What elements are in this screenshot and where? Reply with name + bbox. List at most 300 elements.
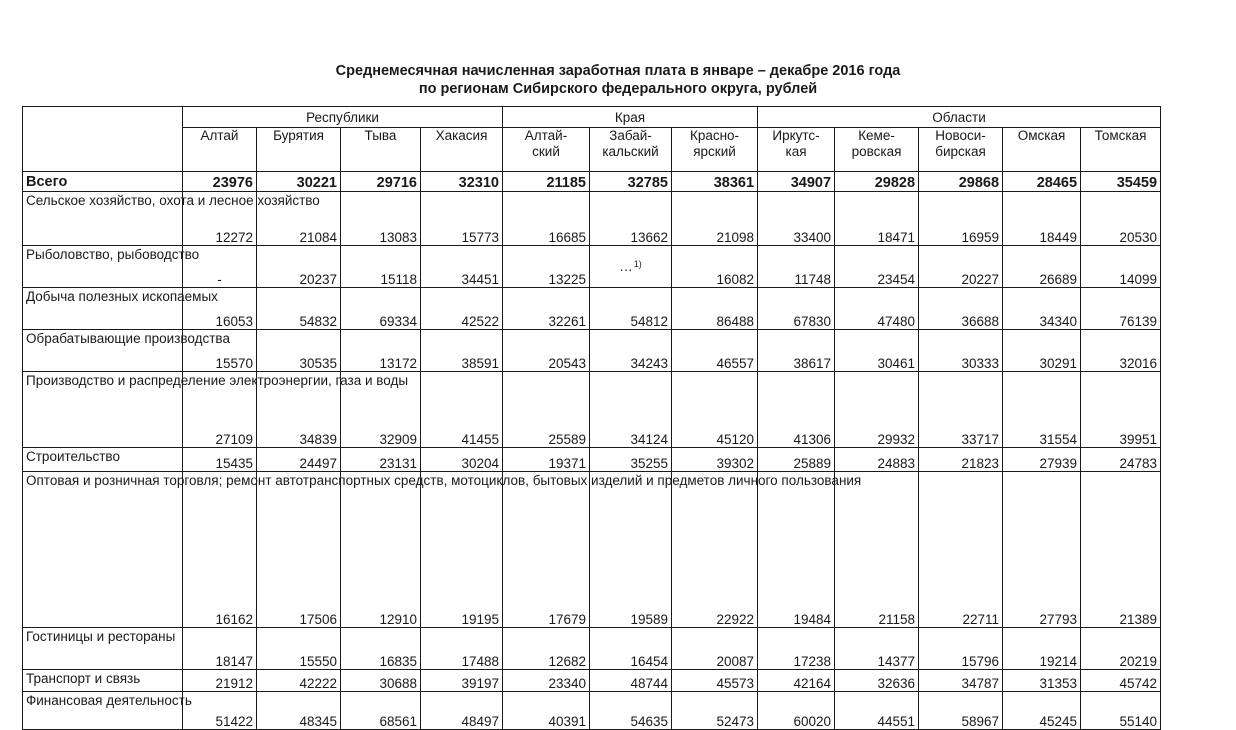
region-header-line: ровская xyxy=(851,144,902,159)
cell-value: 35459 xyxy=(1116,175,1158,191)
cell-value: 41455 xyxy=(461,432,499,447)
value-cell xyxy=(1003,448,1081,472)
value-cell xyxy=(1003,692,1081,730)
value-cell xyxy=(421,372,503,448)
cell-value: 32909 xyxy=(379,432,417,447)
cell-value: 31353 xyxy=(1039,676,1078,691)
value-cell xyxy=(758,172,835,192)
cell-value: 19371 xyxy=(548,456,586,471)
value-cell xyxy=(341,692,421,730)
value-cell xyxy=(183,448,257,472)
value-cell xyxy=(758,628,835,670)
table-row xyxy=(23,472,1161,628)
cell-value: 32636 xyxy=(877,676,916,691)
value-cell xyxy=(1003,330,1081,372)
value-cell xyxy=(590,372,672,448)
value-cell xyxy=(672,372,758,448)
value-cell xyxy=(590,670,672,692)
cell-value: 19484 xyxy=(793,612,832,627)
value-cell xyxy=(835,372,919,448)
value-cell xyxy=(1081,192,1161,246)
cell-value: 21823 xyxy=(961,456,1000,471)
cell-value: 34839 xyxy=(299,432,337,447)
cell-value: 15435 xyxy=(215,456,253,471)
table-row xyxy=(23,288,1161,330)
cell-value: 30204 xyxy=(461,456,499,471)
value-cell xyxy=(835,628,919,670)
cell-value: 30291 xyxy=(1039,356,1078,371)
value-cell xyxy=(183,628,257,670)
cell-value: 29716 xyxy=(376,175,417,191)
value-cell xyxy=(919,628,1003,670)
value-cell xyxy=(672,246,758,288)
value-cell xyxy=(183,472,257,628)
region-header xyxy=(341,128,421,172)
value-cell xyxy=(919,372,1003,448)
cell-value: 17238 xyxy=(793,654,832,669)
cell-value: 13172 xyxy=(379,356,417,371)
value-cell xyxy=(919,692,1003,730)
value-cell xyxy=(919,172,1003,192)
table-row xyxy=(23,172,1161,192)
value-cell xyxy=(919,192,1003,246)
table-row xyxy=(23,628,1161,670)
value-cell xyxy=(1003,628,1081,670)
value-cell xyxy=(503,670,590,692)
value-cell xyxy=(503,628,590,670)
value-cell xyxy=(503,448,590,472)
table-row xyxy=(23,192,1161,246)
cell-value: 13225 xyxy=(548,272,586,287)
cell-value: 21389 xyxy=(1119,612,1158,627)
value-cell xyxy=(758,372,835,448)
cell-value: 27793 xyxy=(1039,612,1078,627)
row-label: Рыболовство, рыбоводство xyxy=(23,246,183,288)
cell-value: 17679 xyxy=(548,612,586,627)
cell-value: 38361 xyxy=(713,175,755,191)
region-header-line: Тыва xyxy=(364,128,397,143)
cell-value: 45245 xyxy=(1039,714,1078,729)
value-cell xyxy=(257,330,341,372)
region-header-line: кая xyxy=(785,144,807,159)
value-cell xyxy=(919,246,1003,288)
value-cell xyxy=(758,692,835,730)
value-cell xyxy=(758,448,835,472)
cell-value: 14099 xyxy=(1119,272,1158,287)
value-cell xyxy=(1003,670,1081,692)
value-cell xyxy=(421,628,503,670)
value-cell xyxy=(835,472,919,628)
value-cell xyxy=(1003,172,1081,192)
footnote-marker: 1) xyxy=(633,259,642,269)
cell-value: 16053 xyxy=(215,314,253,329)
cell-value: 18449 xyxy=(1039,230,1078,245)
cell-value: 51422 xyxy=(215,714,253,729)
value-cell xyxy=(672,448,758,472)
region-header-line: Алтай- xyxy=(524,128,568,143)
cell-value: - xyxy=(217,272,222,287)
group-republics: Республики xyxy=(183,107,503,128)
value-cell xyxy=(835,692,919,730)
cell-value: 27939 xyxy=(1039,456,1078,471)
value-cell xyxy=(1081,670,1161,692)
value-cell xyxy=(503,288,590,330)
region-header-line: Хакасия xyxy=(435,128,488,143)
value-cell xyxy=(672,192,758,246)
region-header-line: Кеме- xyxy=(858,128,895,143)
row-label: Гостиницы и рестораны xyxy=(23,628,183,670)
cell-value: 15796 xyxy=(961,654,1000,669)
cell-value: 29932 xyxy=(877,432,916,447)
value-cell xyxy=(590,448,672,472)
region-header-line: бирская xyxy=(935,144,986,159)
cell-value: 69334 xyxy=(379,314,417,329)
value-cell xyxy=(341,448,421,472)
value-cell xyxy=(758,192,835,246)
title-line-2: по регионам Сибирского федерального округа, рублей xyxy=(418,81,818,97)
group-oblasti: Области xyxy=(758,107,1161,128)
cell-value: 34907 xyxy=(790,175,832,191)
value-cell xyxy=(341,288,421,330)
value-cell xyxy=(590,472,672,628)
region-header-line: Иркутс- xyxy=(772,128,820,143)
region-header xyxy=(183,128,257,172)
cell-value: 30221 xyxy=(296,175,337,191)
value-cell xyxy=(1003,372,1081,448)
value-cell xyxy=(257,448,341,472)
cell-value: 44551 xyxy=(877,714,916,729)
value-cell xyxy=(919,448,1003,472)
cell-value: 20530 xyxy=(1119,230,1158,245)
cell-value: 17506 xyxy=(299,612,337,627)
cell-value: 46557 xyxy=(716,356,755,371)
table-title xyxy=(0,62,1236,98)
cell-value: 19214 xyxy=(1039,654,1078,669)
cell-value: 19589 xyxy=(630,612,668,627)
region-header xyxy=(919,128,1003,172)
value-cell xyxy=(421,246,503,288)
table-row xyxy=(23,246,1161,288)
cell-value: 32016 xyxy=(1119,356,1158,371)
value-cell xyxy=(421,670,503,692)
value-cell xyxy=(672,288,758,330)
cell-value: 31554 xyxy=(1039,432,1078,447)
cell-value: 38617 xyxy=(793,356,832,371)
cell-value: 16959 xyxy=(961,230,1000,245)
cell-value: 15570 xyxy=(215,356,253,371)
value-cell xyxy=(590,628,672,670)
value-cell xyxy=(835,192,919,246)
cell-value: 60020 xyxy=(793,714,832,729)
value-cell xyxy=(421,288,503,330)
region-header xyxy=(421,128,503,172)
value-cell xyxy=(421,192,503,246)
cell-value: 13662 xyxy=(630,230,668,245)
wage-table xyxy=(22,106,1161,730)
value-cell xyxy=(919,330,1003,372)
table-row xyxy=(23,448,1161,472)
cell-value: 21084 xyxy=(299,230,337,245)
cell-value: 16835 xyxy=(379,654,417,669)
value-cell xyxy=(1081,448,1161,472)
value-cell xyxy=(1081,692,1161,730)
table-row xyxy=(23,670,1161,692)
cell-value: 16685 xyxy=(548,230,586,245)
cell-value: 30461 xyxy=(877,356,916,371)
region-header xyxy=(590,128,672,172)
cell-value: 21912 xyxy=(215,676,253,691)
cell-value: 42522 xyxy=(461,314,499,329)
cell-value: 25889 xyxy=(793,456,832,471)
cell-value: 76139 xyxy=(1119,314,1158,329)
cell-value: 20219 xyxy=(1119,654,1158,669)
value-cell xyxy=(590,192,672,246)
cell-value: 11748 xyxy=(794,272,832,287)
value-cell xyxy=(590,288,672,330)
value-cell xyxy=(919,288,1003,330)
value-cell xyxy=(1081,246,1161,288)
value-cell xyxy=(421,692,503,730)
value-cell xyxy=(503,246,590,288)
cell-value: 38591 xyxy=(461,356,499,371)
value-cell xyxy=(341,172,421,192)
region-header xyxy=(835,128,919,172)
cell-value: 45742 xyxy=(1119,676,1158,691)
value-cell xyxy=(183,172,257,192)
value-cell xyxy=(835,288,919,330)
value-cell xyxy=(835,448,919,472)
cell-value: 42164 xyxy=(793,676,832,691)
value-cell xyxy=(257,172,341,192)
region-header-line: Забай- xyxy=(609,128,652,143)
cell-value: 18471 xyxy=(877,230,916,245)
row-label: Оптовая и розничная торговля; ремонт автотранспортных средств, мотоциклов, бытовых изделий и предметов личного пользования xyxy=(23,472,183,628)
cell-value: 34787 xyxy=(961,676,1000,691)
cell-value: 39197 xyxy=(461,676,499,691)
cell-value: 20087 xyxy=(716,654,755,669)
cell-value: 12272 xyxy=(215,230,253,245)
row-label: Добыча полезных ископаемых xyxy=(23,288,183,330)
value-cell xyxy=(183,670,257,692)
cell-value: 19195 xyxy=(461,612,499,627)
region-header xyxy=(1003,128,1081,172)
cell-value: 12682 xyxy=(548,654,586,669)
cell-value: 30535 xyxy=(299,356,337,371)
value-cell xyxy=(758,330,835,372)
value-cell xyxy=(590,692,672,730)
cell-value: 34340 xyxy=(1039,314,1078,329)
row-label: Всего xyxy=(23,172,183,192)
value-cell xyxy=(835,246,919,288)
cell-value: 58967 xyxy=(961,714,1000,729)
cell-value: 13083 xyxy=(379,230,417,245)
value-cell xyxy=(1081,172,1161,192)
value-cell xyxy=(257,628,341,670)
value-cell xyxy=(758,246,835,288)
table-row xyxy=(23,330,1161,372)
corner-cell xyxy=(23,107,183,172)
value-cell xyxy=(1081,472,1161,628)
value-cell xyxy=(257,670,341,692)
cell-value: 22922 xyxy=(716,612,755,627)
value-cell xyxy=(835,172,919,192)
cell-value: 45120 xyxy=(716,432,755,447)
region-header xyxy=(1081,128,1161,172)
row-label: Производство и распределение электроэнергии, газа и воды xyxy=(23,372,183,448)
cell-value: 34243 xyxy=(630,356,668,371)
cell-value: 15118 xyxy=(380,272,417,287)
value-cell xyxy=(257,288,341,330)
cell-value: 48497 xyxy=(461,714,499,729)
value-cell xyxy=(341,192,421,246)
region-header-line: Красно- xyxy=(689,128,740,143)
value-cell xyxy=(1081,372,1161,448)
value-cell xyxy=(835,330,919,372)
cell-value: 41306 xyxy=(793,432,832,447)
cell-value: 20227 xyxy=(961,272,1000,287)
value-cell xyxy=(421,472,503,628)
value-cell xyxy=(590,172,672,192)
region-header-line: ярский xyxy=(693,144,736,159)
value-cell xyxy=(672,172,758,192)
value-cell xyxy=(503,372,590,448)
table-row xyxy=(23,692,1161,730)
cell-value: 48345 xyxy=(299,714,337,729)
cell-value: 42222 xyxy=(299,676,337,691)
cell-value: 33717 xyxy=(961,432,1000,447)
value-cell xyxy=(421,330,503,372)
cell-value: … xyxy=(619,259,634,274)
value-cell xyxy=(341,246,421,288)
region-header xyxy=(758,128,835,172)
cell-value: 34124 xyxy=(630,432,668,447)
row-label: Транспорт и связь xyxy=(23,670,183,692)
cell-value: 18147 xyxy=(215,654,253,669)
cell-value: 28465 xyxy=(1036,175,1078,191)
value-cell xyxy=(672,330,758,372)
cell-value: 32310 xyxy=(458,175,499,191)
cell-value: 16454 xyxy=(630,654,668,669)
value-cell xyxy=(758,472,835,628)
value-cell xyxy=(341,628,421,670)
value-cell xyxy=(183,692,257,730)
cell-value: 45573 xyxy=(716,676,755,691)
cell-value: 40391 xyxy=(548,714,586,729)
cell-value: 20543 xyxy=(548,356,586,371)
row-label: Строительство xyxy=(23,448,183,472)
cell-value: 24497 xyxy=(299,456,337,471)
region-header-line: ский xyxy=(532,144,560,159)
value-cell xyxy=(1003,192,1081,246)
cell-value: 25589 xyxy=(548,432,586,447)
value-cell xyxy=(257,692,341,730)
region-header-line: кальский xyxy=(602,144,659,159)
cell-value: 35255 xyxy=(630,456,668,471)
region-header-line: Новоси- xyxy=(935,128,986,143)
cell-value: 21185 xyxy=(546,175,586,191)
cell-value: 39302 xyxy=(716,456,755,471)
cell-value: 21158 xyxy=(878,612,916,627)
value-cell xyxy=(919,670,1003,692)
cell-value: 29828 xyxy=(874,175,916,191)
value-cell xyxy=(503,172,590,192)
cell-value: 54832 xyxy=(299,314,337,329)
cell-value: 33400 xyxy=(793,230,832,245)
cell-value: 15773 xyxy=(461,230,499,245)
title-line-1: Среднемесячная начисленная заработная плата в январе – декабре 2016 года xyxy=(335,63,901,79)
cell-value: 17488 xyxy=(461,654,499,669)
cell-value: 30333 xyxy=(961,356,1000,371)
cell-value: 15550 xyxy=(299,654,337,669)
value-cell xyxy=(672,692,758,730)
cell-value: 36688 xyxy=(961,314,1000,329)
cell-value: 20237 xyxy=(299,272,337,287)
value-cell xyxy=(503,192,590,246)
value-cell xyxy=(421,172,503,192)
value-cell xyxy=(758,670,835,692)
cell-value: 23976 xyxy=(212,175,253,191)
cell-value: 47480 xyxy=(877,314,916,329)
cell-value: 54635 xyxy=(630,714,668,729)
value-cell xyxy=(590,246,672,288)
value-cell xyxy=(503,692,590,730)
value-cell xyxy=(341,670,421,692)
cell-value: 52473 xyxy=(716,714,755,729)
cell-value: 86488 xyxy=(716,314,755,329)
cell-value: 32785 xyxy=(627,175,668,191)
value-cell xyxy=(421,448,503,472)
value-cell xyxy=(672,628,758,670)
value-cell xyxy=(1081,628,1161,670)
table-row xyxy=(23,372,1161,448)
cell-value: 24783 xyxy=(1119,456,1158,471)
cell-value: 21098 xyxy=(716,230,755,245)
cell-value: 48744 xyxy=(630,676,668,691)
cell-value: 16162 xyxy=(215,612,253,627)
region-header-line: Алтай xyxy=(200,128,239,143)
cell-value: 12910 xyxy=(379,612,417,627)
region-header-line: Бурятия xyxy=(273,128,324,143)
value-cell xyxy=(1081,288,1161,330)
cell-value: 55140 xyxy=(1119,714,1158,729)
region-header-line: Томская xyxy=(1094,128,1147,143)
cell-value: 23340 xyxy=(548,676,586,691)
cell-value: 14377 xyxy=(877,654,916,669)
group-krai: Края xyxy=(503,107,758,128)
cell-value: 30688 xyxy=(379,676,417,691)
value-cell xyxy=(257,246,341,288)
cell-value: 26689 xyxy=(1039,272,1078,287)
value-cell xyxy=(835,670,919,692)
value-cell xyxy=(919,472,1003,628)
value-cell xyxy=(1003,246,1081,288)
cell-value: 16082 xyxy=(716,272,755,287)
row-label: Финансовая деятельность xyxy=(23,692,183,730)
value-cell xyxy=(758,288,835,330)
value-cell xyxy=(503,472,590,628)
row-label: Обрабатывающие производства xyxy=(23,330,183,372)
value-cell xyxy=(590,330,672,372)
region-header-line: Омская xyxy=(1017,128,1066,143)
cell-value: 23454 xyxy=(877,272,916,287)
value-cell xyxy=(1081,330,1161,372)
value-cell xyxy=(503,330,590,372)
row-label: Сельское хозяйство, охота и лесное хозяйство xyxy=(23,192,183,246)
value-cell xyxy=(1003,472,1081,628)
region-header xyxy=(672,128,758,172)
value-cell xyxy=(672,670,758,692)
cell-value: 29868 xyxy=(958,175,1000,191)
